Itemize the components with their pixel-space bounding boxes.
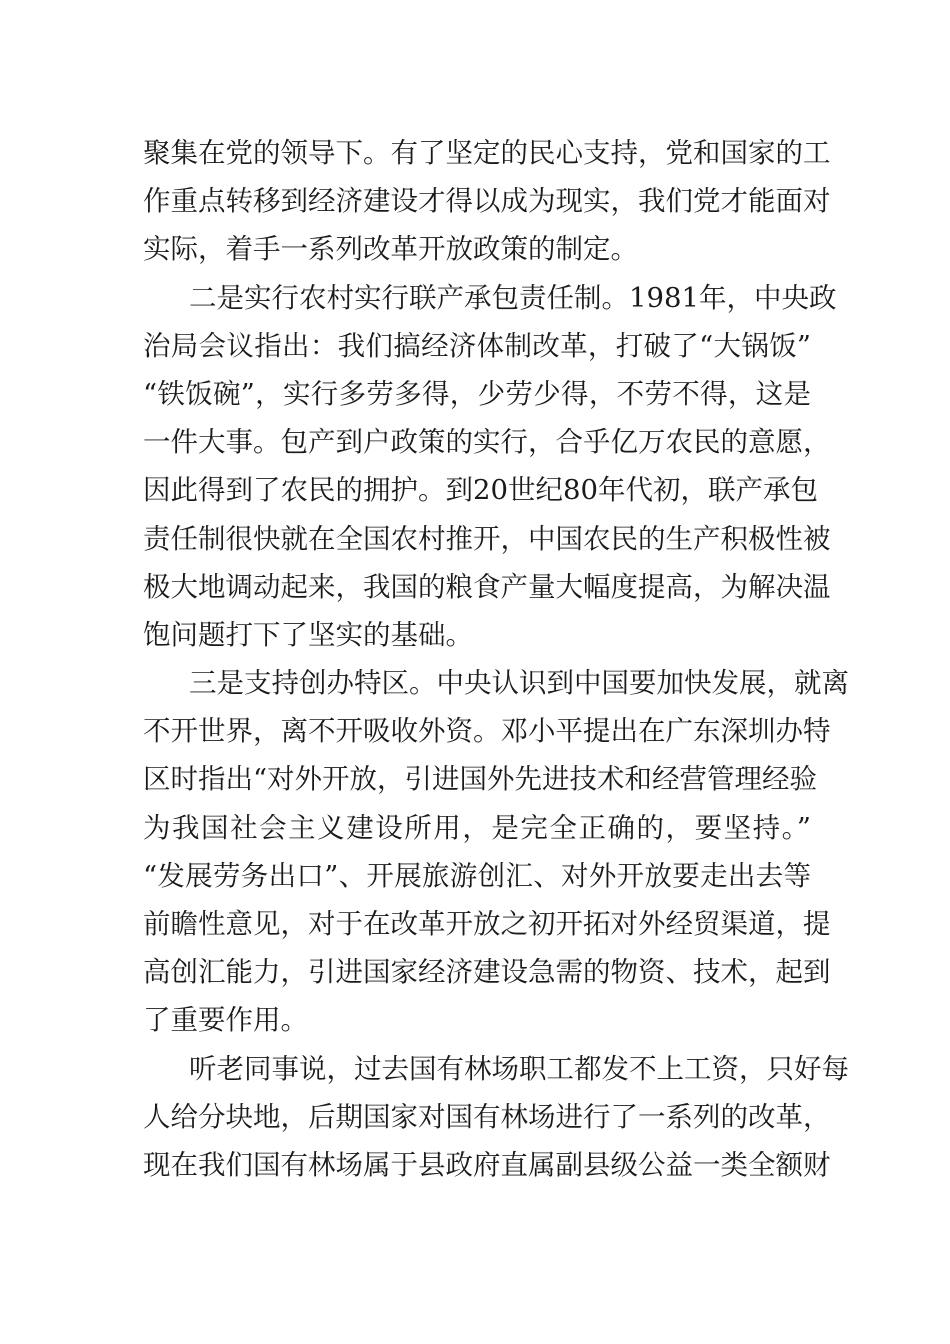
- text-line: 人给分块地，后期国家对国有林场进行了一系列的改革，: [143, 1100, 831, 1133]
- text-line: 极大地调动起来，我国的粮食产量大幅度提高，为解决温: [143, 570, 831, 603]
- text-line: 作重点转移到经济建设才得以成为现实，我们党才能面对: [143, 185, 831, 218]
- paragraph-first-line: 听老同事说，过去国有林场职工都发不上工资，只好每: [189, 1052, 849, 1085]
- text-line: 了重要作用。: [143, 1004, 308, 1037]
- text-line: 不开世界，离不开吸收外资。邓小平提出在广东深圳办特: [143, 715, 831, 748]
- text-line: 为我国社会主义建设所用，是完全正确的，要坚持。”: [143, 811, 811, 844]
- text-line: “铁饭碗”，实行多劳多得，少劳少得，不劳不得，这是: [143, 377, 811, 410]
- document-body: [143, 129, 849, 1189]
- text-line: 高创汇能力，引进国家经济建设急需的物资、技术，起到: [143, 956, 831, 989]
- paragraph-first-line: 二是实行农村实行联产承包责任制。1981年，中央政: [189, 281, 837, 314]
- text-line: 区时指出“对外开放，引进国外先进技术和经营管理经验: [143, 763, 818, 796]
- text-line: 实际，着手一系列改革开放政策的制定。: [143, 233, 638, 266]
- text-line: 因此得到了农民的拥护。到20世纪80年代初，联产承包: [143, 474, 818, 507]
- text-line: 现在我们国有林场属于县政府直属副县级公益一类全额财: [143, 1148, 831, 1181]
- text-line: 聚集在党的领导下。有了坚定的民心支持，党和国家的工: [143, 137, 831, 169]
- text-line: 饱问题打下了坚实的基础。: [143, 618, 473, 651]
- text-line: “发展劳务出口”、开展旅游创汇、对外开放要走出去等: [143, 859, 811, 892]
- paragraph-first-line: 三是支持创办特区。中央认识到中国要加快发展，就离: [189, 667, 849, 700]
- text-line: 一件大事。包产到户政策的实行，合乎亿万农民的意愿，: [143, 426, 831, 459]
- text-line: 前瞻性意见，对于在改革开放之初开拓对外经贸渠道，提: [143, 908, 831, 940]
- text-line: 治局会议指出：我们搞经济体制改革，打破了“大锅饭”: [143, 329, 811, 362]
- text-line: 责任制很快就在全国农村推开，中国农民的生产积极性被: [143, 522, 831, 555]
